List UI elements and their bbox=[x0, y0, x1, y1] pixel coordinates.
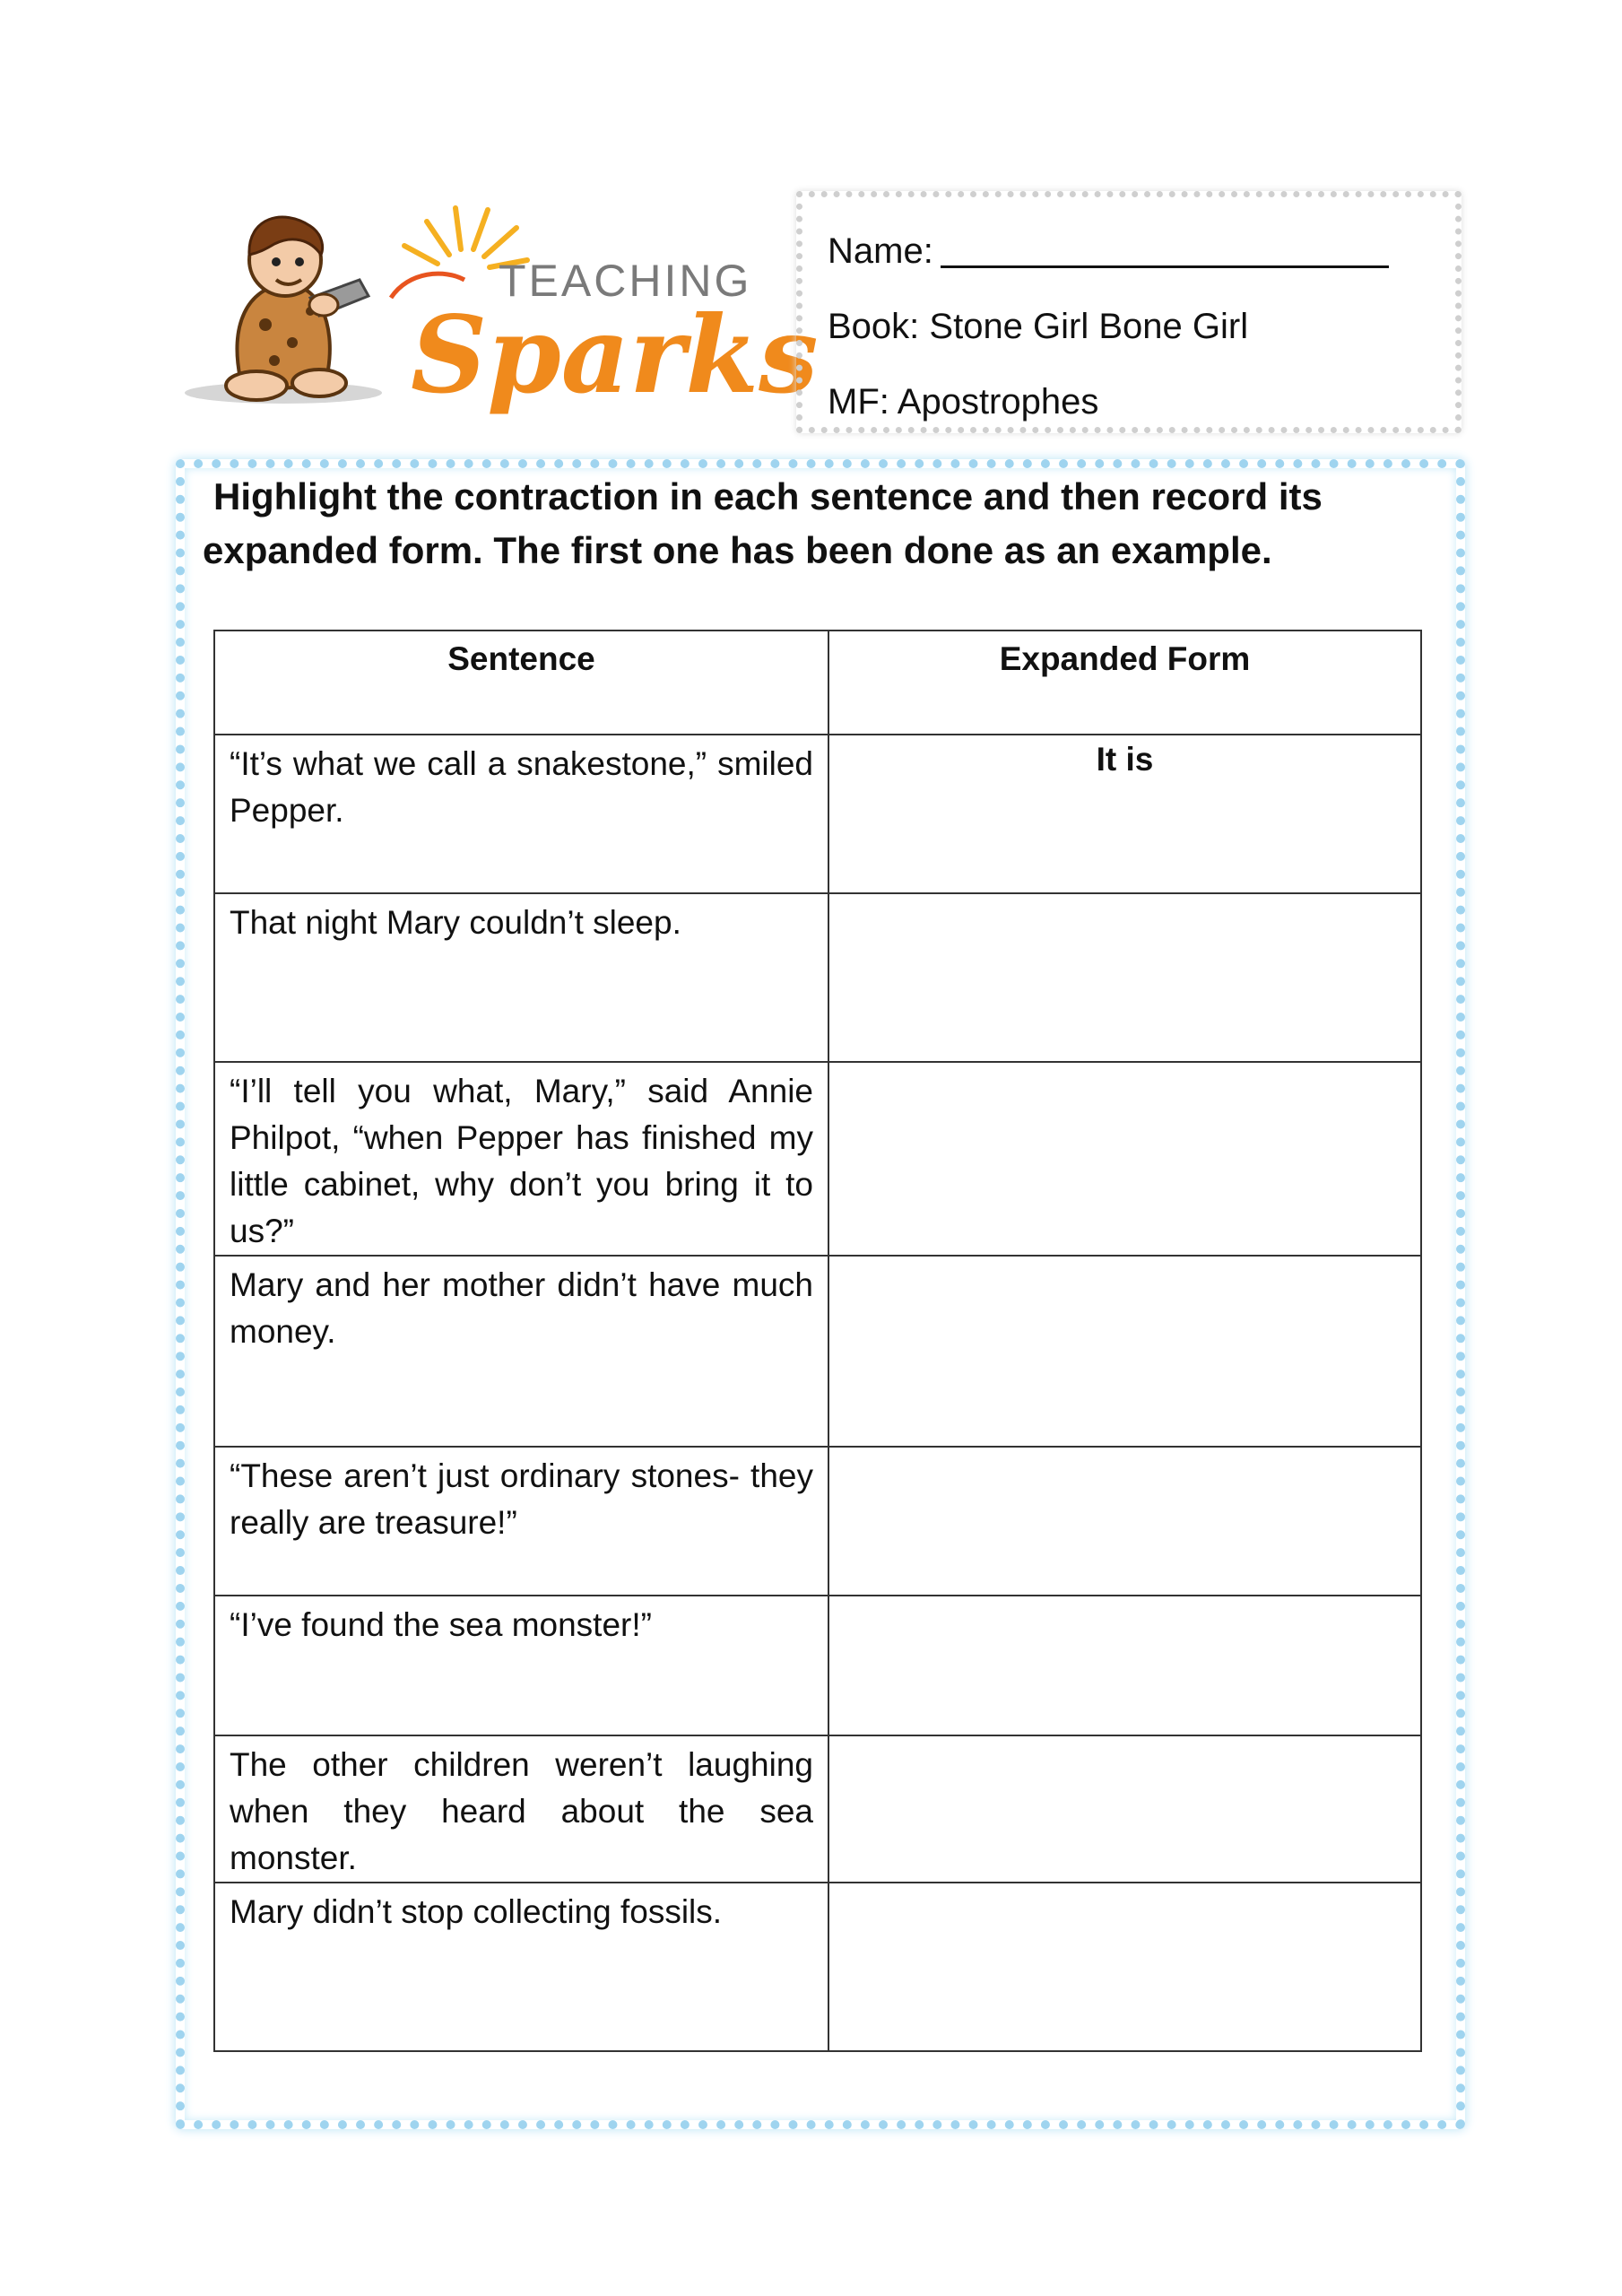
sentence-cell: That night Mary couldn’t sleep. bbox=[214, 893, 828, 1062]
table-header-row bbox=[214, 631, 1421, 735]
sentence-cell: “These aren’t just ordinary stones- they really are treasure!” bbox=[214, 1447, 828, 1596]
sentence-cell: “I’ve found the sea monster!” bbox=[214, 1596, 828, 1735]
name-label: Name: bbox=[828, 231, 933, 271]
table-row bbox=[214, 1062, 1421, 1256]
expanded-form-cell[interactable] bbox=[828, 1735, 1421, 1883]
logo-graphic bbox=[176, 190, 819, 432]
table-row bbox=[214, 1256, 1421, 1447]
contraction-table bbox=[213, 630, 1422, 2052]
mf-label: MF: Apostrophes bbox=[828, 382, 1099, 422]
instructions-line-1: Highlight the contraction in each sentence and then record its bbox=[213, 475, 1323, 517]
instructions-line-2: expanded form. The first one has been done as an example. bbox=[203, 529, 1272, 571]
logo-sparks-text: Sparks bbox=[411, 292, 819, 417]
name-write-in-line[interactable] bbox=[941, 221, 1389, 268]
expanded-form-cell[interactable] bbox=[828, 893, 1421, 1062]
sentence-cell: The other children weren’t laughing when they heard about the sea monster. bbox=[214, 1735, 828, 1883]
table-row bbox=[214, 893, 1421, 1062]
header-sentence: Sentence bbox=[214, 631, 828, 735]
expanded-form-cell: It is bbox=[828, 735, 1421, 893]
expanded-form-cell[interactable] bbox=[828, 1256, 1421, 1447]
name-line bbox=[828, 213, 1455, 289]
table-row bbox=[214, 1883, 1421, 2051]
table-row bbox=[214, 1447, 1421, 1596]
sentence-cell: “I’ll tell you what, Mary,” said Annie Philpot, “when Pepper has finished my little cabinet, why don’t you bring it to us?” bbox=[214, 1062, 828, 1256]
expanded-form-cell[interactable] bbox=[828, 1447, 1421, 1596]
instructions bbox=[203, 470, 1395, 578]
expanded-form-cell[interactable] bbox=[828, 1062, 1421, 1256]
table-row bbox=[214, 1596, 1421, 1735]
table-row bbox=[214, 1735, 1421, 1883]
logo-teaching-text: TEACHING bbox=[499, 256, 752, 306]
expanded-form-cell[interactable] bbox=[828, 1883, 1421, 2051]
teaching-sparks-logo bbox=[176, 190, 819, 432]
sentence-cell: Mary didn’t stop collecting fossils. bbox=[214, 1883, 828, 2051]
expanded-form-cell[interactable] bbox=[828, 1596, 1421, 1735]
header-expanded-form: Expanded Form bbox=[828, 631, 1421, 735]
caveman-mascot-icon bbox=[226, 217, 369, 400]
sentence-cell: “It’s what we call a snakestone,” smiled Pepper. bbox=[214, 735, 828, 893]
table-row bbox=[214, 735, 1421, 893]
book-label: Book: Stone Girl Bone Girl bbox=[828, 307, 1249, 346]
student-info-box bbox=[796, 191, 1462, 433]
sentence-cell: Mary and her mother didn’t have much money. bbox=[214, 1256, 828, 1447]
